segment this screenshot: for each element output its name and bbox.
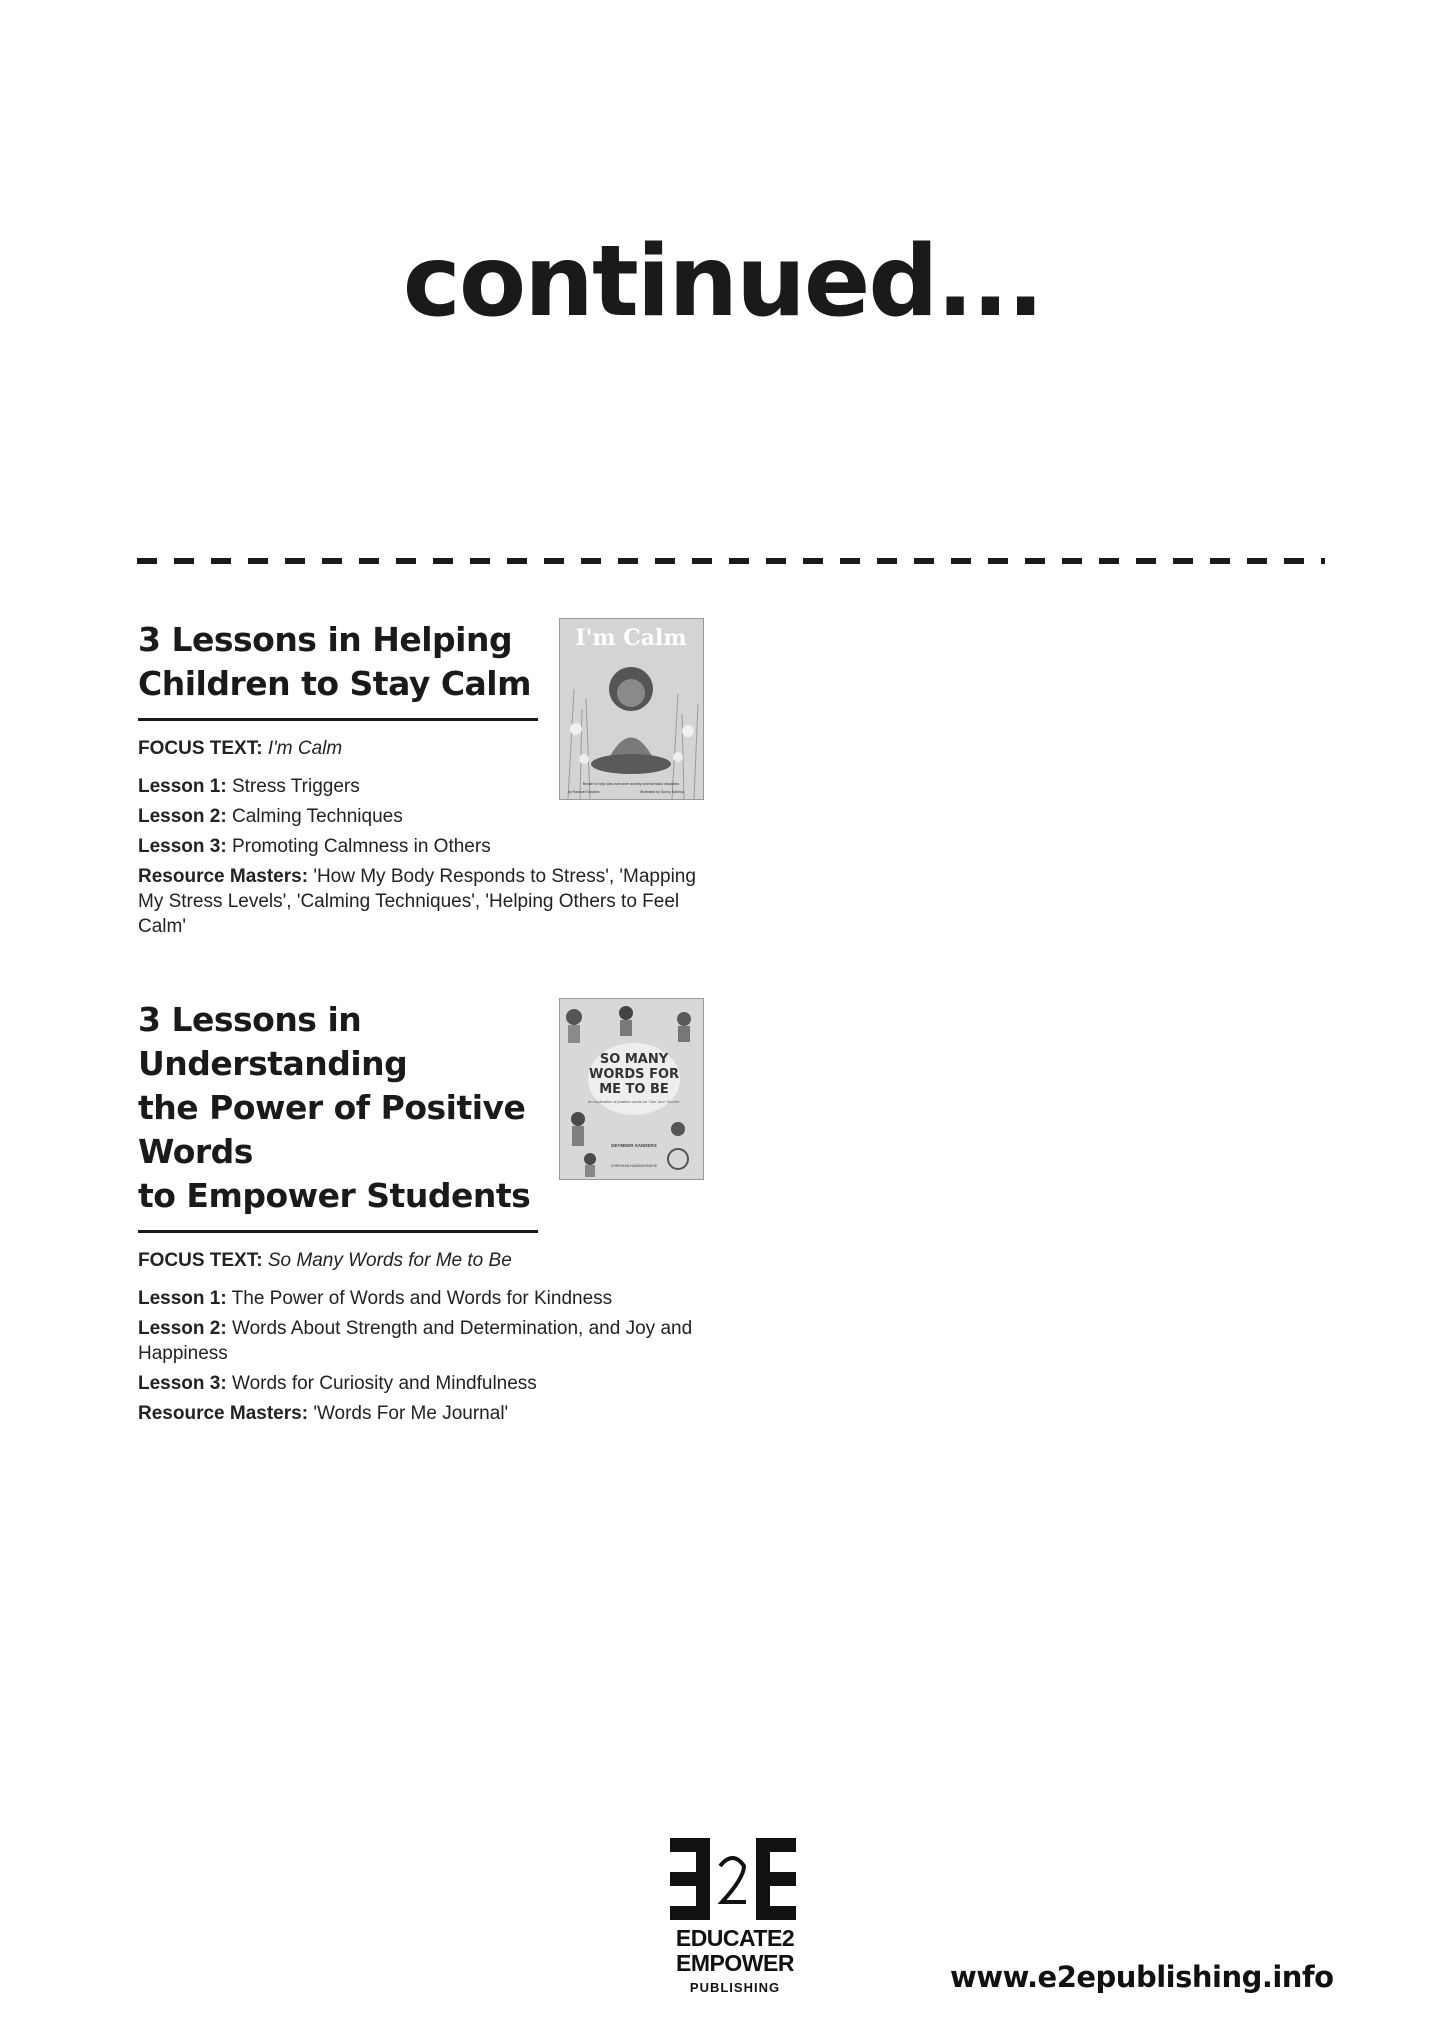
- list-item: [138, 864, 708, 939]
- cover-illustration: [560, 619, 703, 799]
- svg-text:Breath to help kids overcome a: Breath to help kids overcome anxiety and stressful situations: [582, 782, 680, 786]
- book-cover-im-calm: [559, 618, 704, 800]
- focus-value: So Many Words for Me to Be: [267, 1250, 512, 1271]
- logo-line2: EMPOWER: [676, 1950, 794, 1976]
- focus-value: I'm Calm: [267, 738, 343, 759]
- logo-line1: EDUCATE2: [675, 1925, 795, 1951]
- svg-text:by Rachael Sanders: by Rachael Sanders: [568, 790, 600, 794]
- svg-text:SO MANY: SO MANY: [599, 1052, 669, 1067]
- heading-line: Children to Stay Calm: [138, 664, 532, 703]
- list-item: [138, 834, 708, 859]
- item-label: Lesson 2:: [138, 806, 227, 827]
- publisher-logo: [670, 1838, 800, 1995]
- item-label: Lesson 3:: [138, 1373, 227, 1394]
- focus-label: FOCUS TEXT:: [138, 738, 263, 759]
- lesson-list: [138, 1286, 708, 1426]
- block-heading: [138, 618, 538, 721]
- list-item: [138, 1316, 708, 1366]
- lesson-block-positive-words: [138, 998, 708, 1426]
- cover-illustration: [560, 999, 703, 1179]
- heading-line: to Empower Students: [138, 1176, 531, 1215]
- block-heading: [138, 998, 538, 1233]
- focus-label: FOCUS TEXT:: [138, 1250, 263, 1271]
- focus-text: [138, 735, 538, 762]
- book-cover-so-many-words: [559, 998, 704, 1180]
- svg-text:An exploration of positive wor: An exploration of positive words for 'I Am' and 'You Are': [587, 1100, 681, 1104]
- item-text: The Power of Words and Words for Kindness: [231, 1288, 613, 1309]
- svg-text:Illustrated by Sunny Sabrina: Illustrated by Sunny Sabrina: [640, 790, 684, 794]
- item-text: Promoting Calmness in Others: [231, 836, 491, 857]
- item-text: Calming Techniques: [231, 806, 403, 827]
- item-label: Resource Masters:: [138, 866, 309, 887]
- item-label: Lesson 3:: [138, 836, 227, 857]
- svg-text:DEYMEER SANDERS: DEYMEER SANDERS: [611, 1143, 657, 1148]
- item-label: Resource Masters:: [138, 1403, 309, 1424]
- svg-text:WORDS FOR: WORDS FOR: [588, 1067, 680, 1082]
- svg-text:ME TO BE: ME TO BE: [599, 1082, 669, 1097]
- svg-text:I'm Calm: I'm Calm: [575, 625, 687, 651]
- item-text: 'Words For Me Journal': [313, 1403, 509, 1424]
- lesson-block-calm: [138, 618, 708, 939]
- item-label: Lesson 1:: [138, 1288, 227, 1309]
- item-label: Lesson 2:: [138, 1318, 227, 1339]
- item-text: Stress Triggers: [231, 776, 360, 797]
- heading-line: 3 Lessons in Understanding: [138, 1000, 408, 1083]
- focus-text: [138, 1247, 538, 1274]
- logo-line3: PUBLISHING: [689, 1980, 781, 1995]
- item-text: Words About Strength and Determination, and Joy and Happiness: [138, 1318, 693, 1364]
- list-item: [138, 804, 708, 829]
- heading-line: 3 Lessons in Helping: [138, 620, 513, 659]
- item-label: Lesson 1:: [138, 776, 227, 797]
- heading-line: the Power of Positive Words: [138, 1088, 526, 1171]
- dashed-divider: [137, 558, 1325, 564]
- website-url: www.e2epublishing.info: [950, 1960, 1334, 1994]
- e2e-logo-icon: [670, 1838, 796, 1920]
- page-title: continued...: [402, 225, 1043, 339]
- item-text: 'How My Body Responds to Stress', 'Mapping My Stress Levels', 'Calming Techniques', 'Helping Others to Feel Calm': [138, 866, 696, 937]
- list-item: [138, 1401, 708, 1426]
- svg-text:CHRISHAN NAMBURINGHE: CHRISHAN NAMBURINGHE: [610, 1164, 658, 1168]
- list-item: [138, 1371, 708, 1396]
- list-item: [138, 1286, 708, 1311]
- item-text: Words for Curiosity and Mindfulness: [231, 1373, 537, 1394]
